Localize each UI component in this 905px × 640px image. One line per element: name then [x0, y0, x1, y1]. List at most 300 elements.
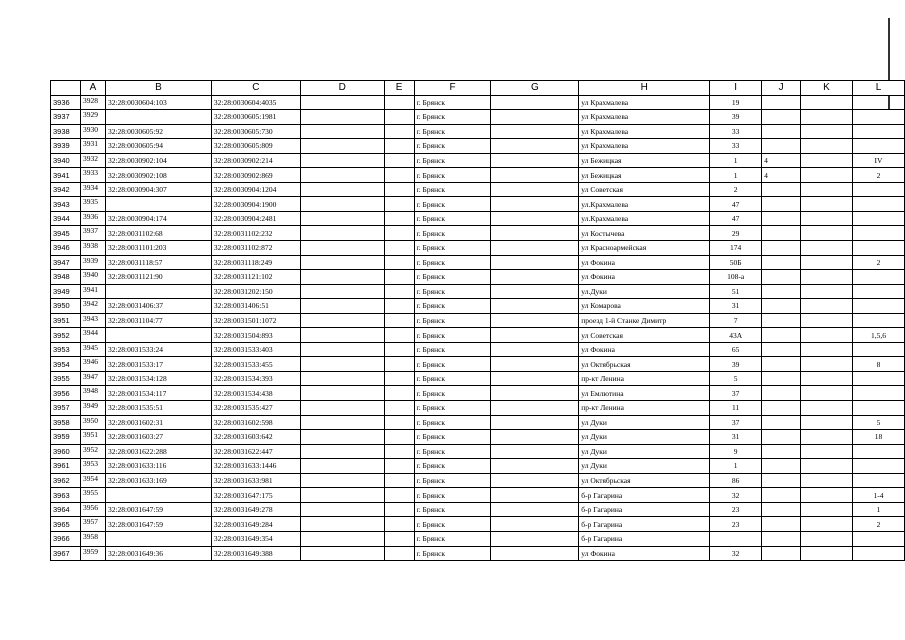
cell-i[interactable]: 2 — [710, 182, 762, 197]
cell-l[interactable]: 1,5,6 — [852, 328, 904, 343]
column-header-h[interactable]: H — [579, 81, 710, 96]
cell-b[interactable]: 32:28:0030902:104 — [105, 153, 211, 168]
cell-d[interactable] — [300, 139, 384, 154]
cell-d[interactable] — [300, 459, 384, 474]
cell-f[interactable]: г. Брянск — [414, 459, 491, 474]
cell-e[interactable] — [384, 313, 414, 328]
cell-f[interactable]: г. Брянск — [414, 299, 491, 314]
cell-l[interactable] — [852, 342, 904, 357]
cell-g[interactable] — [491, 153, 579, 168]
cell-i[interactable]: 29 — [710, 226, 762, 241]
cell-k[interactable] — [801, 371, 853, 386]
cell-f[interactable]: г. Брянск — [414, 110, 491, 125]
cell-k[interactable] — [801, 139, 853, 154]
column-header-i[interactable]: I — [710, 81, 762, 96]
cell-d[interactable] — [300, 502, 384, 517]
cell-g[interactable] — [491, 386, 579, 401]
cell-g[interactable] — [491, 255, 579, 270]
cell-c[interactable]: 32:28:0031533:403 — [211, 342, 300, 357]
cell-h[interactable]: б-р Гагарина — [579, 488, 710, 503]
cell-e[interactable] — [384, 531, 414, 546]
cell-k[interactable] — [801, 342, 853, 357]
cell-f[interactable]: г. Брянск — [414, 313, 491, 328]
cell-d[interactable] — [300, 488, 384, 503]
cell-h[interactable]: ул.Крахмалева — [579, 197, 710, 212]
cell-j[interactable] — [762, 401, 801, 416]
cell-h[interactable]: проезд 1-й Станке Димитр — [579, 313, 710, 328]
cell-f[interactable]: г. Брянск — [414, 415, 491, 430]
cell-d[interactable] — [300, 342, 384, 357]
row-number[interactable]: 3954 — [51, 357, 81, 372]
cell-e[interactable] — [384, 270, 414, 285]
cell-f[interactable]: г. Брянск — [414, 401, 491, 416]
column-header-j[interactable]: J — [762, 81, 801, 96]
cell-b[interactable]: 32:28:0031603:27 — [105, 430, 211, 445]
cell-c[interactable]: 32:28:0031647:175 — [211, 488, 300, 503]
cell-h[interactable]: пр-кт Ленина — [579, 401, 710, 416]
cell-f[interactable]: г. Брянск — [414, 531, 491, 546]
cell-a[interactable]: 3947 — [80, 371, 105, 386]
cell-e[interactable] — [384, 168, 414, 183]
cell-j[interactable] — [762, 197, 801, 212]
cell-k[interactable] — [801, 546, 853, 561]
cell-g[interactable] — [491, 110, 579, 125]
row-number[interactable]: 3948 — [51, 270, 81, 285]
cell-d[interactable] — [300, 430, 384, 445]
cell-c[interactable]: 32:28:0031603:642 — [211, 430, 300, 445]
cell-k[interactable] — [801, 313, 853, 328]
cell-l[interactable]: 1 — [852, 502, 904, 517]
cell-b[interactable] — [105, 328, 211, 343]
cell-j[interactable] — [762, 357, 801, 372]
cell-c[interactable]: 32:28:0030605:809 — [211, 139, 300, 154]
cell-l[interactable] — [852, 371, 904, 386]
cell-b[interactable]: 32:28:0031602:31 — [105, 415, 211, 430]
cell-k[interactable] — [801, 182, 853, 197]
cell-k[interactable] — [801, 299, 853, 314]
cell-e[interactable] — [384, 459, 414, 474]
cell-h[interactable]: ул Красноармейская — [579, 241, 710, 256]
cell-i[interactable]: 1 — [710, 168, 762, 183]
cell-a[interactable]: 3938 — [80, 241, 105, 256]
cell-f[interactable]: г. Брянск — [414, 386, 491, 401]
cell-e[interactable] — [384, 488, 414, 503]
cell-f[interactable]: г. Брянск — [414, 517, 491, 532]
cell-h[interactable]: ул Фокина — [579, 270, 710, 285]
cell-i[interactable]: 19 — [710, 95, 762, 110]
cell-d[interactable] — [300, 299, 384, 314]
column-header-k[interactable]: K — [801, 81, 853, 96]
cell-f[interactable]: г. Брянск — [414, 357, 491, 372]
cell-l[interactable] — [852, 531, 904, 546]
cell-l[interactable]: 1-4 — [852, 488, 904, 503]
cell-i[interactable]: 86 — [710, 473, 762, 488]
cell-e[interactable] — [384, 386, 414, 401]
cell-g[interactable] — [491, 531, 579, 546]
cell-i[interactable] — [710, 531, 762, 546]
cell-e[interactable] — [384, 328, 414, 343]
cell-l[interactable] — [852, 299, 904, 314]
cell-j[interactable] — [762, 371, 801, 386]
row-number[interactable]: 3950 — [51, 299, 81, 314]
cell-e[interactable] — [384, 371, 414, 386]
cell-h[interactable]: ул Дуки — [579, 459, 710, 474]
cell-d[interactable] — [300, 371, 384, 386]
cell-h[interactable]: ул Костычева — [579, 226, 710, 241]
cell-k[interactable] — [801, 357, 853, 372]
cell-k[interactable] — [801, 124, 853, 139]
cell-b[interactable]: 32:28:0031535:51 — [105, 401, 211, 416]
cell-g[interactable] — [491, 95, 579, 110]
cell-l[interactable] — [852, 95, 904, 110]
cell-l[interactable] — [852, 459, 904, 474]
cell-c[interactable]: 32:28:0031118:249 — [211, 255, 300, 270]
column-header-f[interactable]: F — [414, 81, 491, 96]
cell-a[interactable]: 3940 — [80, 270, 105, 285]
cell-k[interactable] — [801, 255, 853, 270]
cell-k[interactable] — [801, 430, 853, 445]
cell-a[interactable]: 3948 — [80, 386, 105, 401]
cell-a[interactable]: 3955 — [80, 488, 105, 503]
cell-a[interactable]: 3939 — [80, 255, 105, 270]
cell-h[interactable]: ул Фокина — [579, 255, 710, 270]
column-header-e[interactable]: E — [384, 81, 414, 96]
cell-b[interactable] — [105, 488, 211, 503]
row-number[interactable]: 3937 — [51, 110, 81, 125]
cell-c[interactable]: 32:28:0031633:1446 — [211, 459, 300, 474]
cell-i[interactable]: 1 — [710, 459, 762, 474]
cell-g[interactable] — [491, 313, 579, 328]
cell-g[interactable] — [491, 444, 579, 459]
cell-f[interactable]: г. Брянск — [414, 284, 491, 299]
cell-j[interactable]: 4 — [762, 153, 801, 168]
cell-a[interactable]: 3929 — [80, 110, 105, 125]
cell-d[interactable] — [300, 226, 384, 241]
cell-f[interactable]: г. Брянск — [414, 255, 491, 270]
cell-i[interactable]: 5 — [710, 371, 762, 386]
cell-a[interactable]: 3931 — [80, 139, 105, 154]
cell-b[interactable]: 32:28:0030604:103 — [105, 95, 211, 110]
cell-k[interactable] — [801, 517, 853, 532]
cell-e[interactable] — [384, 430, 414, 445]
cell-j[interactable] — [762, 386, 801, 401]
cell-c[interactable]: 32:28:0031534:438 — [211, 386, 300, 401]
cell-c[interactable]: 32:28:0031535:427 — [211, 401, 300, 416]
cell-h[interactable]: ул Фокина — [579, 342, 710, 357]
cell-l[interactable]: 18 — [852, 430, 904, 445]
row-number[interactable]: 3964 — [51, 502, 81, 517]
cell-k[interactable] — [801, 270, 853, 285]
cell-j[interactable]: 4 — [762, 168, 801, 183]
cell-i[interactable]: 32 — [710, 488, 762, 503]
cell-i[interactable]: 47 — [710, 211, 762, 226]
cell-f[interactable]: г. Брянск — [414, 95, 491, 110]
cell-k[interactable] — [801, 241, 853, 256]
cell-l[interactable] — [852, 313, 904, 328]
cell-d[interactable] — [300, 110, 384, 125]
cell-j[interactable] — [762, 342, 801, 357]
cell-j[interactable] — [762, 124, 801, 139]
cell-g[interactable] — [491, 284, 579, 299]
cell-g[interactable] — [491, 415, 579, 430]
cell-i[interactable]: 23 — [710, 502, 762, 517]
cell-f[interactable]: г. Брянск — [414, 342, 491, 357]
cell-a[interactable]: 3943 — [80, 313, 105, 328]
cell-k[interactable] — [801, 226, 853, 241]
cell-j[interactable] — [762, 284, 801, 299]
cell-a[interactable]: 3950 — [80, 415, 105, 430]
cell-j[interactable] — [762, 255, 801, 270]
cell-l[interactable] — [852, 226, 904, 241]
cell-d[interactable] — [300, 313, 384, 328]
cell-j[interactable] — [762, 110, 801, 125]
cell-g[interactable] — [491, 517, 579, 532]
cell-c[interactable]: 32:28:0031633:981 — [211, 473, 300, 488]
cell-d[interactable] — [300, 473, 384, 488]
cell-a[interactable]: 3945 — [80, 342, 105, 357]
cell-l[interactable] — [852, 241, 904, 256]
cell-c[interactable]: 32:28:0031622:447 — [211, 444, 300, 459]
column-header-g[interactable]: G — [491, 81, 579, 96]
row-number[interactable]: 3951 — [51, 313, 81, 328]
cell-d[interactable] — [300, 401, 384, 416]
column-header-a[interactable]: A — [80, 81, 105, 96]
cell-h[interactable]: ул Дуки — [579, 430, 710, 445]
cell-g[interactable] — [491, 168, 579, 183]
row-number[interactable]: 3953 — [51, 342, 81, 357]
cell-f[interactable]: г. Брянск — [414, 153, 491, 168]
row-number[interactable]: 3947 — [51, 255, 81, 270]
cell-b[interactable]: 32:28:0030904:307 — [105, 182, 211, 197]
cell-h[interactable]: пр-кт Ленина — [579, 371, 710, 386]
cell-a[interactable]: 3934 — [80, 182, 105, 197]
cell-b[interactable]: 32:28:0031406:37 — [105, 299, 211, 314]
row-number[interactable]: 3942 — [51, 182, 81, 197]
cell-h[interactable]: ул Бежицкая — [579, 168, 710, 183]
cell-a[interactable]: 3933 — [80, 168, 105, 183]
cell-d[interactable] — [300, 444, 384, 459]
cell-h[interactable]: ул.Крахмалева — [579, 211, 710, 226]
cell-f[interactable]: г. Брянск — [414, 211, 491, 226]
cell-f[interactable]: г. Брянск — [414, 502, 491, 517]
cell-i[interactable]: 31 — [710, 299, 762, 314]
cell-e[interactable] — [384, 197, 414, 212]
row-number[interactable]: 3958 — [51, 415, 81, 430]
cell-j[interactable] — [762, 517, 801, 532]
cell-f[interactable]: г. Брянск — [414, 168, 491, 183]
cell-g[interactable] — [491, 182, 579, 197]
cell-i[interactable]: 43А — [710, 328, 762, 343]
cell-c[interactable]: 32:28:0030904:2481 — [211, 211, 300, 226]
row-number[interactable]: 3956 — [51, 386, 81, 401]
cell-d[interactable] — [300, 386, 384, 401]
cell-f[interactable]: г. Брянск — [414, 488, 491, 503]
cell-i[interactable]: 65 — [710, 342, 762, 357]
cell-g[interactable] — [491, 299, 579, 314]
cell-i[interactable]: 31 — [710, 430, 762, 445]
cell-k[interactable] — [801, 415, 853, 430]
cell-a[interactable]: 3935 — [80, 197, 105, 212]
cell-e[interactable] — [384, 517, 414, 532]
cell-k[interactable] — [801, 211, 853, 226]
cell-g[interactable] — [491, 139, 579, 154]
cell-j[interactable] — [762, 182, 801, 197]
cell-f[interactable]: г. Брянск — [414, 328, 491, 343]
cell-j[interactable] — [762, 313, 801, 328]
row-number[interactable]: 3936 — [51, 95, 81, 110]
cell-k[interactable] — [801, 386, 853, 401]
row-number[interactable]: 3963 — [51, 488, 81, 503]
column-header-b[interactable]: B — [105, 81, 211, 96]
cell-e[interactable] — [384, 284, 414, 299]
cell-l[interactable] — [852, 110, 904, 125]
cell-i[interactable]: 47 — [710, 197, 762, 212]
cell-k[interactable] — [801, 153, 853, 168]
cell-b[interactable]: 32:28:0031533:17 — [105, 357, 211, 372]
cell-c[interactable]: 32:28:0030904:1204 — [211, 182, 300, 197]
row-number[interactable]: 3944 — [51, 211, 81, 226]
cell-k[interactable] — [801, 110, 853, 125]
row-number[interactable]: 3955 — [51, 371, 81, 386]
cell-k[interactable] — [801, 168, 853, 183]
corner-cell[interactable] — [51, 81, 81, 96]
cell-k[interactable] — [801, 95, 853, 110]
cell-k[interactable] — [801, 444, 853, 459]
cell-k[interactable] — [801, 531, 853, 546]
cell-l[interactable] — [852, 124, 904, 139]
cell-d[interactable] — [300, 357, 384, 372]
cell-j[interactable] — [762, 139, 801, 154]
cell-i[interactable]: 9 — [710, 444, 762, 459]
cell-j[interactable] — [762, 241, 801, 256]
cell-b[interactable] — [105, 110, 211, 125]
cell-c[interactable]: 32:28:0030605:1981 — [211, 110, 300, 125]
cell-j[interactable] — [762, 270, 801, 285]
cell-h[interactable]: ул.Дуки — [579, 284, 710, 299]
cell-c[interactable]: 32:28:0030902:214 — [211, 153, 300, 168]
cell-b[interactable]: 32:28:0031534:117 — [105, 386, 211, 401]
cell-l[interactable] — [852, 444, 904, 459]
cell-e[interactable] — [384, 226, 414, 241]
cell-l[interactable]: 2 — [852, 517, 904, 532]
cell-c[interactable]: 32:28:0030605:730 — [211, 124, 300, 139]
cell-f[interactable]: г. Брянск — [414, 226, 491, 241]
cell-h[interactable]: ул Октябрьская — [579, 357, 710, 372]
row-number[interactable]: 3952 — [51, 328, 81, 343]
cell-j[interactable] — [762, 502, 801, 517]
cell-b[interactable]: 32:28:0031118:57 — [105, 255, 211, 270]
cell-b[interactable]: 32:28:0031647:59 — [105, 517, 211, 532]
cell-b[interactable] — [105, 197, 211, 212]
cell-g[interactable] — [491, 546, 579, 561]
cell-i[interactable]: 7 — [710, 313, 762, 328]
cell-i[interactable]: 39 — [710, 110, 762, 125]
cell-l[interactable] — [852, 270, 904, 285]
cell-a[interactable]: 3954 — [80, 473, 105, 488]
cell-j[interactable] — [762, 211, 801, 226]
cell-c[interactable]: 32:28:0031649:388 — [211, 546, 300, 561]
cell-b[interactable]: 32:28:0031622:288 — [105, 444, 211, 459]
cell-i[interactable]: 1 — [710, 153, 762, 168]
cell-j[interactable] — [762, 473, 801, 488]
cell-d[interactable] — [300, 182, 384, 197]
cell-l[interactable] — [852, 546, 904, 561]
cell-i[interactable]: 174 — [710, 241, 762, 256]
cell-h[interactable]: ул Советская — [579, 328, 710, 343]
cell-l[interactable] — [852, 284, 904, 299]
cell-i[interactable]: 33 — [710, 124, 762, 139]
row-number[interactable]: 3960 — [51, 444, 81, 459]
cell-j[interactable] — [762, 531, 801, 546]
cell-b[interactable]: 32:28:0031104:77 — [105, 313, 211, 328]
cell-h[interactable]: ул Крахмалева — [579, 95, 710, 110]
cell-j[interactable] — [762, 299, 801, 314]
cell-j[interactable] — [762, 488, 801, 503]
cell-a[interactable]: 3958 — [80, 531, 105, 546]
cell-h[interactable]: ул Комарова — [579, 299, 710, 314]
cell-j[interactable] — [762, 430, 801, 445]
row-number[interactable]: 3939 — [51, 139, 81, 154]
cell-a[interactable]: 3930 — [80, 124, 105, 139]
cell-d[interactable] — [300, 415, 384, 430]
cell-b[interactable]: 32:28:0031633:116 — [105, 459, 211, 474]
row-number[interactable]: 3965 — [51, 517, 81, 532]
cell-g[interactable] — [491, 124, 579, 139]
cell-c[interactable]: 32:28:0031649:354 — [211, 531, 300, 546]
cell-c[interactable]: 32:28:0031504:893 — [211, 328, 300, 343]
cell-a[interactable]: 3952 — [80, 444, 105, 459]
cell-a[interactable]: 3949 — [80, 401, 105, 416]
cell-e[interactable] — [384, 124, 414, 139]
cell-i[interactable]: 32 — [710, 546, 762, 561]
cell-e[interactable] — [384, 211, 414, 226]
cell-f[interactable]: г. Брянск — [414, 241, 491, 256]
cell-b[interactable]: 32:28:0031101:203 — [105, 241, 211, 256]
cell-e[interactable] — [384, 473, 414, 488]
cell-i[interactable]: 50Б — [710, 255, 762, 270]
cell-h[interactable]: ул Советская — [579, 182, 710, 197]
row-number[interactable]: 3961 — [51, 459, 81, 474]
cell-b[interactable]: 32:28:0030904:174 — [105, 211, 211, 226]
row-number[interactable]: 3949 — [51, 284, 81, 299]
cell-l[interactable] — [852, 401, 904, 416]
cell-j[interactable] — [762, 546, 801, 561]
cell-c[interactable]: 32:28:0031602:598 — [211, 415, 300, 430]
cell-c[interactable]: 32:28:0031501:1072 — [211, 313, 300, 328]
cell-h[interactable]: ул Емлютина — [579, 386, 710, 401]
cell-h[interactable]: ул Дуки — [579, 415, 710, 430]
cell-e[interactable] — [384, 182, 414, 197]
cell-b[interactable]: 32:28:0031647:59 — [105, 502, 211, 517]
cell-c[interactable]: 32:28:0031649:284 — [211, 517, 300, 532]
row-number[interactable]: 3959 — [51, 430, 81, 445]
cell-c[interactable]: 32:28:0030604:4035 — [211, 95, 300, 110]
cell-d[interactable] — [300, 270, 384, 285]
cell-j[interactable] — [762, 95, 801, 110]
cell-e[interactable] — [384, 444, 414, 459]
cell-d[interactable] — [300, 241, 384, 256]
cell-i[interactable]: 23 — [710, 517, 762, 532]
cell-h[interactable]: ул Крахмалева — [579, 139, 710, 154]
cell-c[interactable]: 32:28:0030902:869 — [211, 168, 300, 183]
cell-f[interactable]: г. Брянск — [414, 546, 491, 561]
cell-f[interactable]: г. Брянск — [414, 371, 491, 386]
cell-f[interactable]: г. Брянск — [414, 473, 491, 488]
cell-g[interactable] — [491, 241, 579, 256]
cell-h[interactable]: б-р Гагарина — [579, 531, 710, 546]
cell-f[interactable]: г. Брянск — [414, 139, 491, 154]
cell-f[interactable]: г. Брянск — [414, 124, 491, 139]
